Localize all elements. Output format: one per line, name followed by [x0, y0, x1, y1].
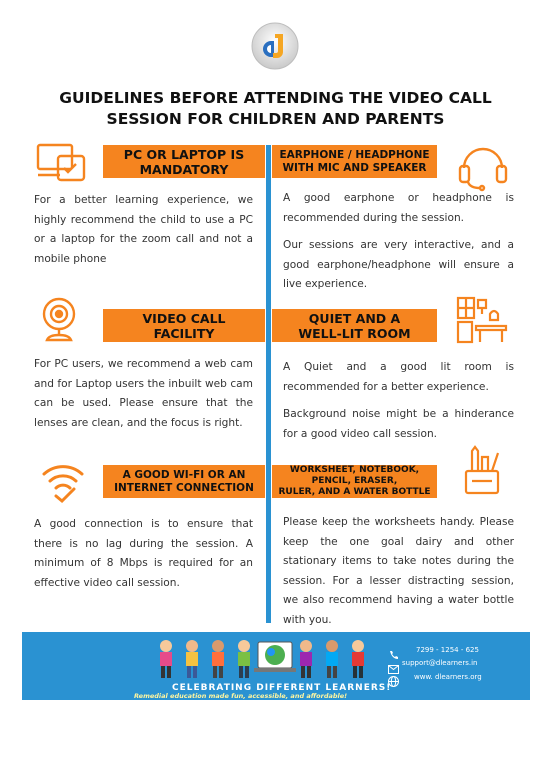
center-divider [266, 145, 271, 623]
worksheet-text [283, 513, 514, 638]
earphone-paragraph-1: A good earphone or headphone is recommended during the session. [283, 192, 514, 224]
phone-number: 7299 - 1254 - 625 [416, 646, 479, 654]
page-title-line1: GUIDELINES BEFORE ATTENDING THE VIDEO CALL [59, 89, 492, 107]
email-address: support@dlearners.in [402, 659, 478, 667]
quiet-heading-line1: QUIET AND A [308, 310, 401, 326]
quiet-heading-line2: WELL-LIT ROOM [298, 325, 411, 341]
worksheet-heading-line3: RULER, AND A WATER BOTTLE [278, 487, 431, 497]
wifi-heading-line1: A GOOD WI-FI OR AN [122, 469, 246, 481]
pc-paragraph: For a better learning experience, we highly recommend the child to use a PC or a laptop for the zoom call and not a mobile phone [34, 194, 253, 265]
pc-heading-line2: MANDATORY [139, 161, 229, 177]
pc-text [34, 191, 253, 277]
page-title-line2: SESSION FOR CHILDREN AND PARENTS [106, 110, 445, 128]
children-illustration [154, 636, 384, 686]
footer-subtagline: Remedial education made fun, accessible, and affordable! [134, 692, 348, 700]
quiet-heading [272, 309, 437, 342]
wifi-heading-line2: INTERNET CONNECTION [114, 481, 254, 494]
video-heading [103, 309, 265, 342]
quiet-paragraph-2: Background noise might be a hinderance for a good video call session. [283, 408, 514, 440]
wifi-icon [40, 458, 86, 508]
video-heading-line1: VIDEO CALL [142, 310, 226, 326]
headphone-icon [456, 140, 510, 196]
website: www. dlearners.org [414, 673, 482, 681]
earphone-text [283, 189, 514, 303]
pc-heading [103, 145, 265, 178]
pc-heading-line1: PC OR LAPTOP IS [123, 146, 245, 162]
webcam-icon [38, 296, 80, 348]
globe-icon [388, 672, 399, 691]
footer-banner [22, 632, 530, 700]
quiet-paragraph-1: A Quiet and a good lit room is recommended for a better experience. [283, 361, 514, 393]
worksheet-heading-line2: PENCIL, ERASER, [311, 476, 398, 486]
wifi-heading [103, 465, 265, 498]
earphone-heading-line1: EARPHONE / HEADPHONE [279, 149, 430, 161]
footer-tagline: CELEBRATING DIFFERENT LEARNERS! [172, 683, 392, 693]
worksheet-heading [272, 465, 437, 498]
earphone-heading [272, 145, 437, 178]
earphone-paragraph-2: Our sessions are very interactive, and a good earphone/headphone will ensure a live experience. [283, 239, 514, 290]
room-icon [456, 296, 510, 350]
worksheet-heading-line1: WORKSHEET, NOTEBOOK, [289, 465, 420, 475]
worksheet-paragraph: Please keep the worksheets handy. Please keep the one goal dairy and other stationary items to take notes during the session. For a lesser distracting session, we also recommend having a water bottle with you. [283, 516, 514, 626]
video-paragraph: For PC users, we recommend a web cam and for Laptop users the inbuilt web cam can be used. Please ensure that the lenses are clean, and the focus is right. [34, 358, 253, 429]
earphone-heading-line2: WITH MIC AND SPEAKER [282, 161, 427, 174]
wifi-paragraph: A good connection is to ensure that there is no lag during the session. A minimum of 8 Mbps is required for an effective video call session. [34, 518, 253, 589]
logo [251, 22, 299, 70]
wifi-text [34, 515, 253, 601]
quiet-text [283, 358, 514, 452]
video-heading-line2: FACILITY [153, 325, 215, 341]
laptop-icon [36, 142, 88, 190]
video-text [34, 355, 253, 441]
stationery-icon [460, 445, 504, 499]
